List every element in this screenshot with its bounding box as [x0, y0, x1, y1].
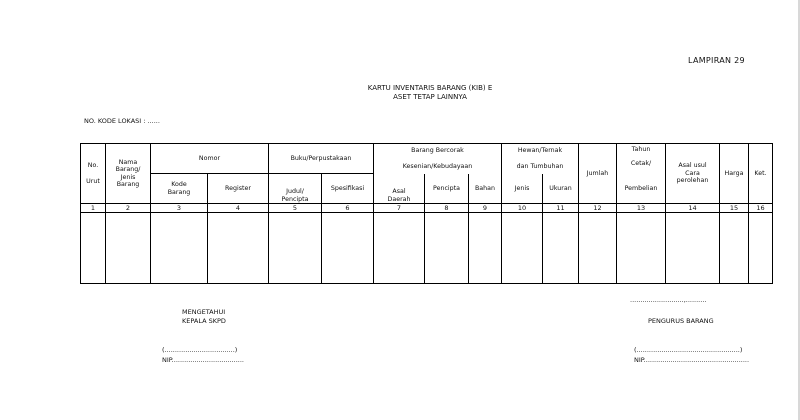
header-asal-usul-line: perolehan — [676, 177, 709, 185]
header-nama-line: Barang/ — [115, 166, 141, 173]
header-jenis: Jenis — [502, 174, 543, 204]
header-nama-line: Barang — [116, 181, 140, 188]
header-register: Register — [208, 174, 269, 204]
column-number: 8 — [425, 204, 469, 213]
header-asal-daerah — [374, 174, 425, 204]
column-number: 10 — [502, 204, 543, 213]
column-number: 12 — [579, 204, 617, 213]
table-cell — [151, 213, 208, 284]
header-ukuran: Ukuran — [543, 174, 579, 204]
column-number: 11 — [543, 204, 579, 213]
table-cell — [617, 213, 666, 284]
column-number: 9 — [469, 204, 502, 213]
pengurus-barang-label: PENGURUS BARANG — [648, 317, 714, 325]
header-bercorak-line1: Barang Bercorak — [411, 147, 464, 155]
header-tahun-line1: Tahun — [631, 146, 651, 153]
header-nama-barang — [106, 144, 151, 204]
header-jumlah: Jumlah — [579, 144, 617, 204]
table-cell — [81, 213, 106, 284]
table-cell — [374, 213, 425, 284]
inventory-table — [80, 143, 773, 284]
header-judul-pencipta — [269, 174, 322, 204]
header-hewan-ternak — [502, 144, 579, 174]
header-pencipta: Pencipta — [425, 174, 469, 204]
header-barang-bercorak — [374, 144, 502, 174]
kepala-skpd-label: KEPALA SKPD — [182, 317, 226, 325]
header-tahun — [617, 144, 666, 174]
header-judul-line: Judul/ — [286, 188, 304, 195]
header-bahan: Bahan — [469, 174, 502, 204]
header-hewan-line2: dan Tumbuhan — [516, 162, 564, 170]
header-tahun-line2: Cetak/ — [630, 159, 652, 167]
header-nama-line: Nama — [118, 158, 138, 166]
header-asal-daerah-line: Daerah — [387, 195, 411, 203]
header-kode-line: Barang — [167, 188, 191, 196]
signature-left — [182, 308, 226, 326]
header-nama-line: Jenis — [120, 173, 136, 181]
header-kode-line: Kode — [171, 181, 187, 188]
header-buku-perpustakaan: Buku/Perpustakaan — [269, 144, 374, 174]
column-number: 15 — [720, 204, 749, 213]
header-asal-usul — [666, 144, 720, 204]
table-cell — [269, 213, 322, 284]
header-asal-usul-line: Asal usul — [678, 162, 707, 170]
header-nomor: Nomor — [151, 144, 269, 174]
empty-data-row — [81, 213, 773, 284]
header-asal-daerah-line: Asal — [392, 188, 406, 195]
header-judul-line: Pencipta — [281, 195, 309, 203]
column-number: 13 — [617, 204, 666, 213]
signature-right-nip: NIP................................................... — [634, 356, 750, 364]
table-cell — [720, 213, 749, 284]
table-cell — [208, 213, 269, 284]
header-ket: Ket. — [749, 144, 773, 204]
signature-left-name: (..................................) — [162, 346, 238, 354]
header-harga: Harga — [720, 144, 749, 204]
kode-lokasi-field: NO. KODE LOKASI : ...... — [84, 117, 160, 125]
header-urut: Urut — [86, 178, 100, 185]
column-number: 6 — [322, 204, 374, 213]
column-number-row — [81, 204, 773, 213]
header-pembelian: Pembelian — [617, 174, 666, 204]
signature-left-nip: NIP................................... — [162, 356, 245, 364]
header-kode-barang — [151, 174, 208, 204]
mengetahui-label: MENGETAHUI — [182, 308, 226, 316]
column-number: 7 — [374, 204, 425, 213]
column-number: 14 — [666, 204, 720, 213]
table-cell — [425, 213, 469, 284]
column-number: 1 — [81, 204, 106, 213]
table-cell — [502, 213, 543, 284]
column-number: 2 — [106, 204, 151, 213]
header-spesifikasi: Spesifikasi — [322, 174, 374, 204]
lampiran-label: LAMPIRAN 29 — [688, 56, 745, 65]
column-number: 4 — [208, 204, 269, 213]
header-bercorak-line2: Kesenian/Kebudayaan — [402, 162, 473, 170]
table-cell — [666, 213, 720, 284]
signature-right-name: (..................................................) — [634, 346, 743, 354]
table-cell — [749, 213, 773, 284]
column-number: 5 — [269, 204, 322, 213]
table-cell — [579, 213, 617, 284]
header-no-urut — [81, 144, 106, 204]
form-subtitle: ASET TETAP LAINNYA — [393, 93, 467, 101]
column-number: 3 — [151, 204, 208, 213]
header-no: No. — [87, 161, 99, 169]
header-hewan-line1: Hewan/Ternak — [517, 147, 563, 155]
table-cell — [543, 213, 579, 284]
form-title: KARTU INVENTARIS BARANG (KIB) E — [367, 84, 493, 92]
table-cell — [469, 213, 502, 284]
table-cell — [322, 213, 374, 284]
header-asal-usul-line: Cara — [685, 169, 700, 177]
table-cell — [106, 213, 151, 284]
signature-right-place-date: ..........................,.......... — [630, 296, 707, 304]
column-number: 16 — [749, 204, 773, 213]
